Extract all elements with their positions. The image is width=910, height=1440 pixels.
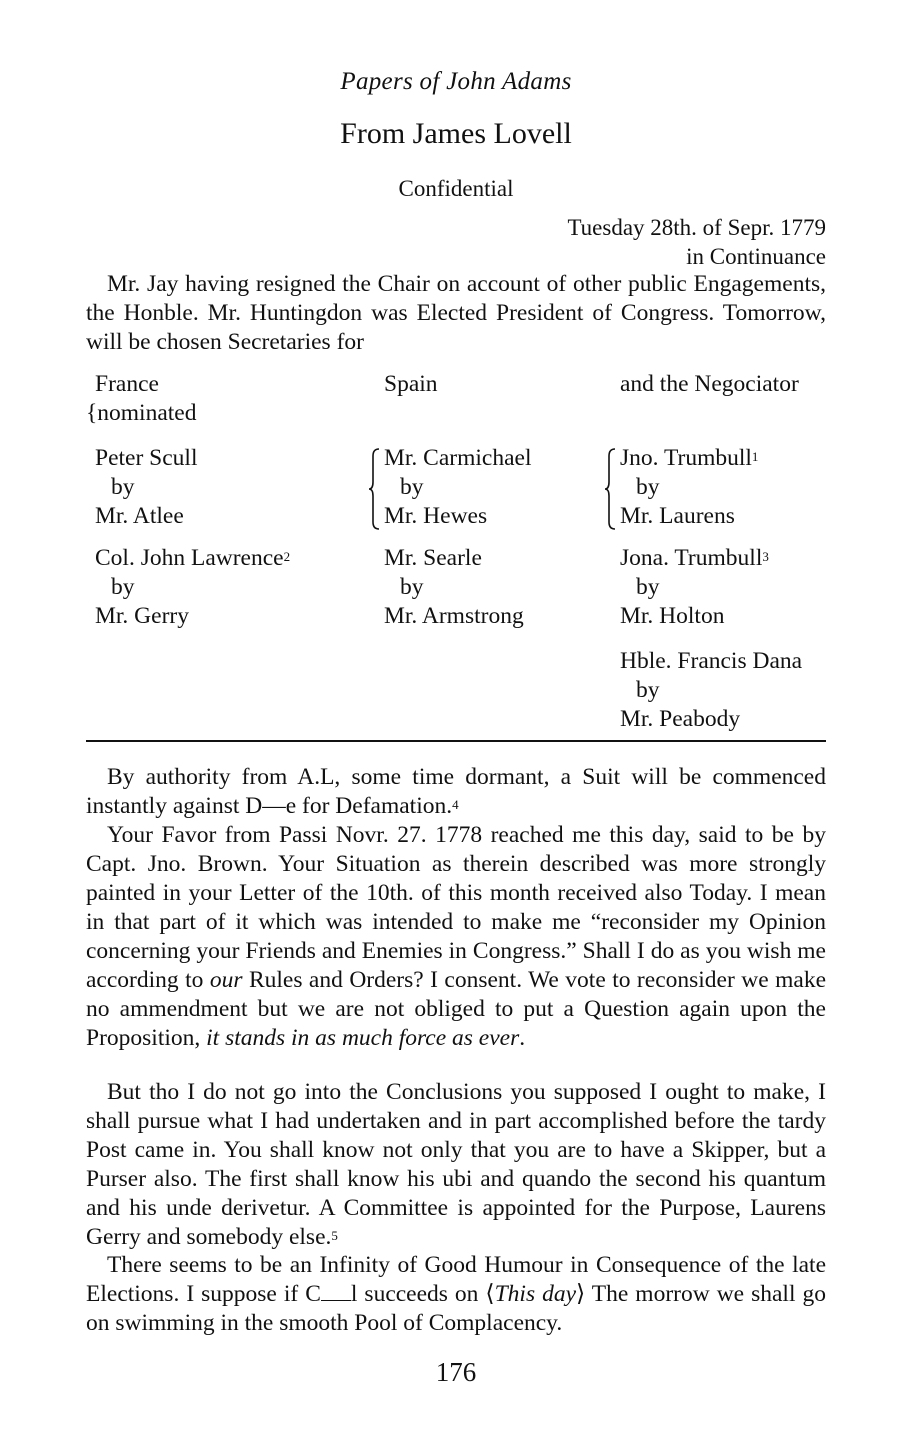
table-cell-france-2: Col. John Lawrence$^2$ by Mr. Gerry	[95, 545, 291, 629]
table-cell-spain-2: Mr. Searle by Mr. Armstrong	[384, 545, 524, 629]
table-divider	[86, 740, 826, 742]
continuance-note: in Continuance	[686, 244, 826, 269]
date: Tuesday 28th. of Sepr. 1779	[567, 215, 826, 240]
table-cell-negociator-1: Jno. Trumbull$^1$ by Mr. Laurens	[620, 445, 759, 529]
dateline	[567, 213, 826, 271]
paragraph-5: There seems to be an Infinity of Good Humour in Consequence of the late Elections. I suppose if C l succeeds on ⟨This day⟩ The morrow we shall go on swimming in the smooth Pool of Complacency.	[86, 1252, 826, 1336]
footnote-ref[interactable]: 2	[283, 549, 291, 564]
page-number: 176	[435, 1357, 477, 1387]
header-france: France	[95, 371, 159, 397]
table-cell-france-1: Peter Scull by Mr. Atlee	[95, 445, 198, 529]
footnote-ref[interactable]: 3	[762, 549, 769, 564]
footnote-ref[interactable]: 5	[331, 1228, 338, 1243]
redaction-blank	[321, 1300, 351, 1301]
letter-title: From James Lovell	[340, 117, 572, 150]
running-head: Papers of John Adams	[340, 68, 572, 95]
footnote-ref[interactable]: 1	[751, 449, 759, 464]
table-cell-negociator-3: Hble. Francis Dana by Mr. Peabody	[620, 648, 803, 732]
table-cell-negociator-2: Jona. Trumbull$^3$ by Mr. Holton	[620, 545, 769, 629]
paragraph-4: But tho I do not go into the Conclusions you supposed I ought to make, I shall pursue what I had undertaken and in part accomplished before the tardy Post came in. You shall know not only that you are to have a Skipper, but a Purser also. The first shall know his ubi and quando the second his quantum and his unde derivetur. A Committee is appointed for the Purpose, Laurens Gerry and somebody else.$^5$	[86, 1079, 826, 1250]
subheader-nominated: {nominated	[86, 400, 197, 426]
table-cell-spain-1: Mr. Carmichael by Mr. Hewes	[384, 445, 532, 529]
paragraph-2: By authority from A.L, some time dormant, a Suit will be commenced instantly against D—e for Defamation.$^4$	[86, 764, 826, 819]
brace-icon	[604, 448, 616, 530]
confidential-label: Confidential	[398, 176, 514, 201]
paragraph-3: Your Favor from Passi Novr. 27. 1778 reached me this day, said to be by Capt. Jno. Brown. Your Situation as therein described was more strongly painted in your Letter of the 10th. of this month received also Today. I mean in that part of it which was intended to make me “reconsider my Opinion concerning your Friends and Enemies in Congress.” Shall I do as you wish me according to our Rules and Orders? I consent. We vote to reconsider we make no ammendment but we are not obliged to put a Question again upon the Proposition, it stands in as much force as ever.	[86, 822, 826, 1051]
paragraph-1: Mr. Jay having resigned the Chair on account of other public Engagements, the Honble. Mr. Huntingdon was Elected President of Congress. Tomorrow, will be chosen Secretaries for	[86, 271, 826, 355]
brace-icon	[368, 448, 380, 530]
header-spain: Spain	[384, 371, 438, 397]
header-negociator: and the Negociator	[620, 371, 799, 397]
footnote-ref[interactable]: 4	[452, 797, 459, 812]
